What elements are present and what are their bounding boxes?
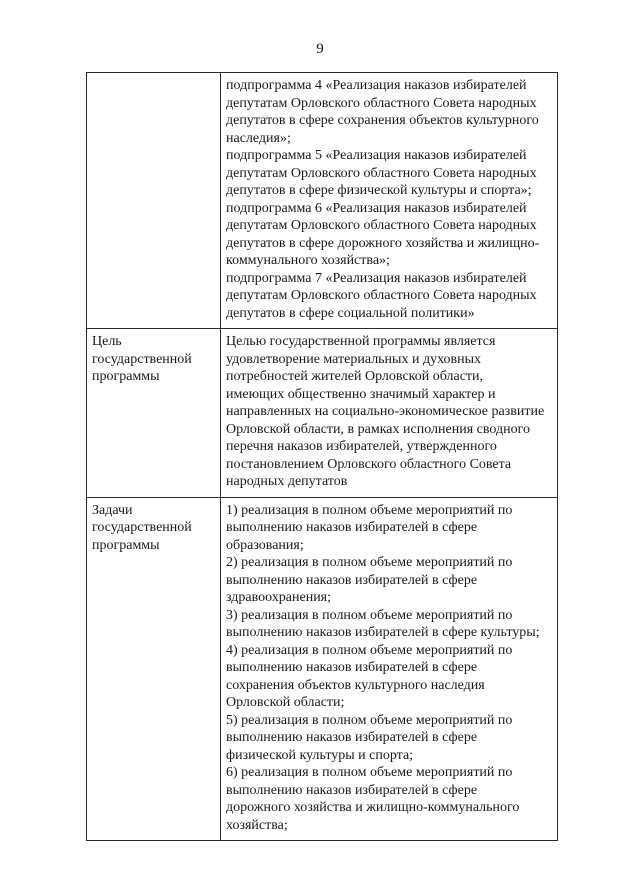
content-line: депутатам Орловского областного Совета народных <box>226 218 537 233</box>
content-line: наследия»; <box>226 130 291 146</box>
program-passport-table <box>86 72 558 841</box>
content-line: 3) реализация в полном объеме мероприятий по <box>226 607 513 623</box>
content-line: сохранения объектов культурного наследия <box>226 677 485 693</box>
row-label-cell <box>87 73 221 329</box>
content-line: депутатам Орловского областного Совета народных <box>226 165 537 181</box>
content-line: подпрограмма 5 «Реализация наказов избирателей <box>226 148 527 163</box>
table-row <box>87 329 558 498</box>
label-line: государственной <box>92 520 192 535</box>
content-line: депутатов в сфере социальной политики» <box>226 305 475 321</box>
content-line: депутатам Орловского областного Совета народных <box>226 95 537 111</box>
content-line: направленных на социально-экономическое развитие <box>226 404 545 419</box>
content-line: подпрограмма 4 «Реализация наказов избирателей <box>226 78 527 93</box>
content-line: перечня наказов избирателей, утвержденного <box>226 439 497 454</box>
content-line: депутатов в сфере сохранения объектов культурного <box>226 113 539 128</box>
content-line: выполнению наказов избирателей в сфере <box>226 660 478 675</box>
content-line: 4) реализация в полном объеме мероприятий по <box>226 642 513 658</box>
content-line: хозяйства; <box>226 817 288 833</box>
row-label-cell <box>87 329 221 498</box>
content-line: депутатов в сфере физической культуры и спорта»; <box>226 183 532 198</box>
content-line: 1) реализация в полном объеме мероприятий по <box>226 502 513 518</box>
content-line: 2) реализация в полном объеме мероприятий по <box>226 555 513 570</box>
content-line: 6) реализация в полном объеме мероприятий по <box>226 765 513 780</box>
content-line: выполнению наказов избирателей в сфере культуры; <box>226 625 540 640</box>
content-line: выполнению наказов избирателей в сфере <box>226 730 478 745</box>
content-line: дорожного хозяйства и жилищно-коммунального <box>226 800 520 815</box>
page-number: 9 <box>316 41 324 57</box>
content-line: выполнению наказов избирателей в сфере <box>226 572 478 588</box>
label-line: Цель <box>92 334 122 349</box>
row-content-cell <box>221 73 558 329</box>
row-content-cell <box>221 497 558 841</box>
label-line: программы <box>92 537 160 553</box>
content-line: 5) реализация в полном объеме мероприятий по <box>226 712 513 728</box>
content-line: здравоохранения; <box>226 590 332 605</box>
row-content-cell <box>221 329 558 498</box>
content-line: Орловской области, в рамках исполнения сводного <box>226 421 530 437</box>
table-row <box>87 497 558 841</box>
label-line: программы <box>92 369 160 384</box>
content-line: выполнению наказов избирателей в сфере <box>226 782 478 798</box>
row-label-cell <box>87 497 221 841</box>
table-row <box>87 73 558 329</box>
content-line: удовлетворение материальных и духовных <box>226 351 482 367</box>
content-line: образования; <box>226 537 304 553</box>
content-line: постановлением Орловского областного Совета <box>226 456 512 472</box>
content-line: Орловской области; <box>226 695 345 710</box>
content-line: потребностей жителей Орловской области, <box>226 369 484 384</box>
content-line: депутатам Орловского областного Совета народных <box>226 288 537 303</box>
label-line: государственной <box>92 351 192 367</box>
content-line: имеющих общественно значимый характер и <box>226 386 496 402</box>
content-line: выполнению наказов избирателей в сфере <box>226 520 478 535</box>
content-line: Целью государственной программы является <box>226 334 496 349</box>
content-line: подпрограмма 6 «Реализация наказов избирателей <box>226 200 527 216</box>
label-line: Задачи <box>92 502 133 518</box>
content-line: подпрограмма 7 «Реализация наказов избирателей <box>226 270 527 286</box>
content-line: коммунального хозяйства»; <box>226 253 390 268</box>
content-line: физической культуры и спорта; <box>226 747 414 763</box>
content-line: народных депутатов <box>226 474 348 489</box>
content-line: депутатов в сфере дорожного хозяйства и жилищно- <box>226 235 540 251</box>
